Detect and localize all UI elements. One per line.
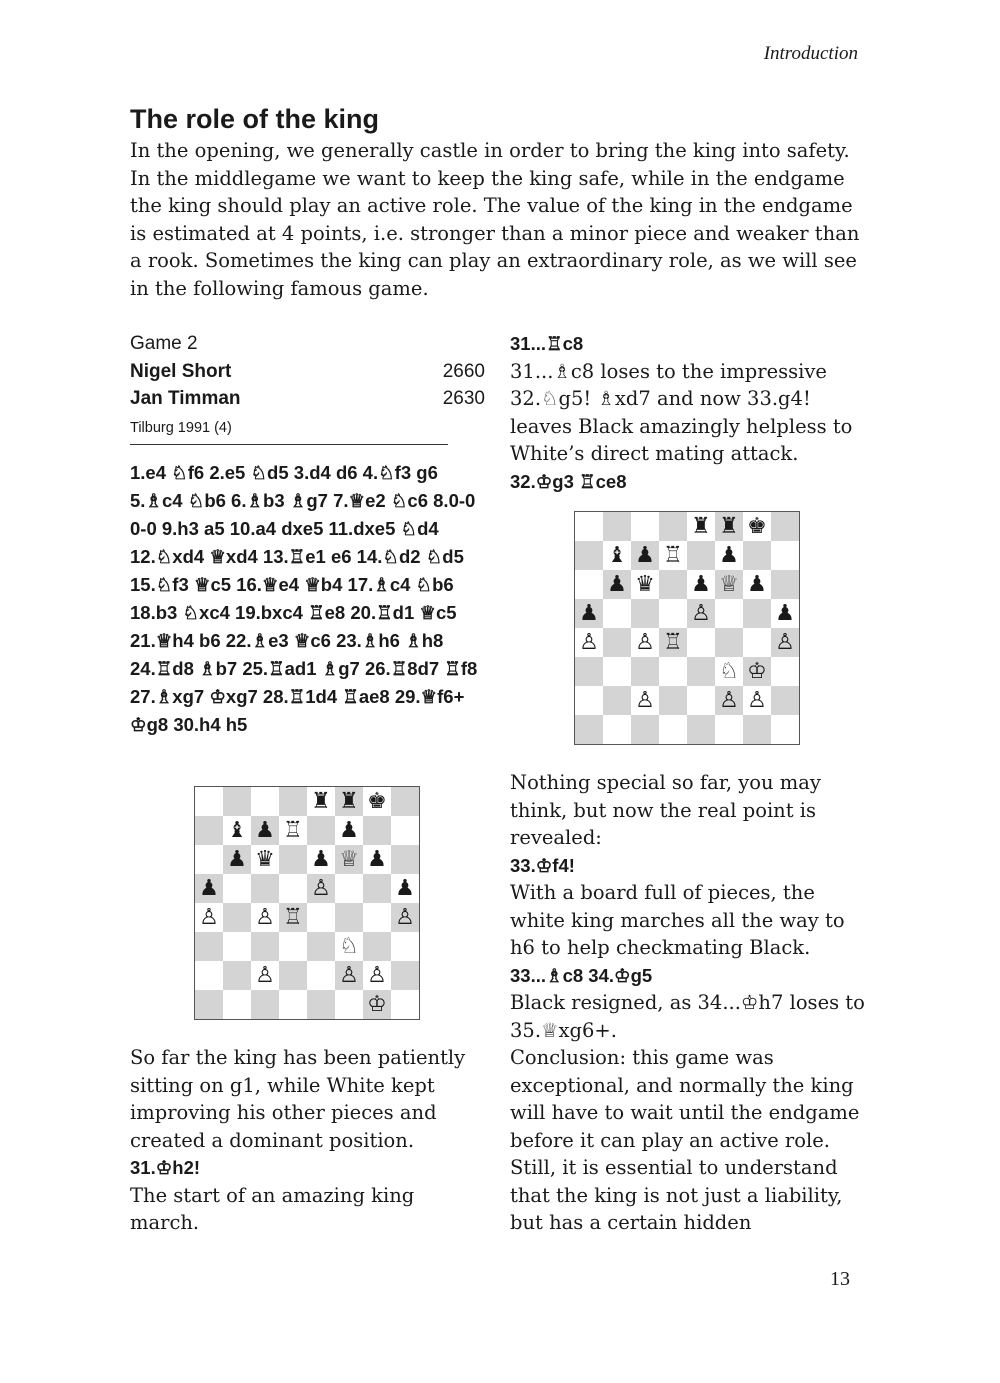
square-a1	[575, 715, 603, 744]
square-c5	[631, 599, 659, 628]
square-b6	[223, 845, 251, 874]
square-a3	[575, 657, 603, 686]
square-a6	[575, 570, 603, 599]
left-column-continued	[130, 1044, 485, 1237]
square-d1	[279, 990, 307, 1019]
square-b5	[603, 599, 631, 628]
commentary-paragraph: 31...♗c8 loses to the impressive 32.♘g5! ♗xd7 and now 33.g4! leaves Black amazingly helpless to White’s direct mating attack.	[510, 359, 853, 465]
white-pawn-icon: ♙	[339, 962, 359, 988]
square-a2	[575, 686, 603, 715]
right-column	[510, 330, 865, 495]
square-f2	[335, 961, 363, 990]
square-d7	[279, 816, 307, 845]
square-h2	[391, 961, 419, 990]
black-pawn-icon: ♟	[747, 571, 767, 597]
square-a3	[195, 932, 223, 961]
square-c7	[251, 816, 279, 845]
black-pawn-icon: ♟	[775, 600, 795, 626]
square-b4	[603, 628, 631, 657]
square-b1	[603, 715, 631, 744]
square-h6	[771, 570, 799, 599]
square-d6	[279, 845, 307, 874]
game-header	[130, 330, 485, 439]
square-f1	[715, 715, 743, 744]
black-pawn-icon: ♟	[579, 600, 599, 626]
white-pawn-icon: ♙	[775, 629, 795, 655]
square-a5	[195, 874, 223, 903]
square-e8	[687, 512, 715, 541]
square-f5	[335, 874, 363, 903]
black-pawn-icon: ♟	[691, 571, 711, 597]
square-g7	[363, 816, 391, 845]
white-player-name: Nigel Short	[130, 360, 232, 382]
white-pawn-icon: ♙	[691, 600, 711, 626]
square-d8	[279, 787, 307, 816]
square-d6	[659, 570, 687, 599]
left-column	[130, 330, 485, 739]
square-g2	[743, 686, 771, 715]
right-column-continued	[510, 769, 865, 1237]
square-b4	[223, 903, 251, 932]
square-c1	[631, 715, 659, 744]
square-g7	[743, 541, 771, 570]
white-player-rating: 2660	[442, 360, 485, 382]
square-d8	[659, 512, 687, 541]
game-label: Game 2	[130, 333, 198, 354]
square-f6	[335, 845, 363, 874]
square-a7	[195, 816, 223, 845]
square-e2	[307, 961, 335, 990]
chess-board-1	[194, 786, 420, 1020]
square-f4	[335, 903, 363, 932]
square-g6	[743, 570, 771, 599]
square-b2	[223, 961, 251, 990]
square-f7	[335, 816, 363, 845]
square-e7	[687, 541, 715, 570]
square-b8	[223, 787, 251, 816]
square-e6	[687, 570, 715, 599]
square-d7	[659, 541, 687, 570]
square-d2	[279, 961, 307, 990]
square-g3	[363, 932, 391, 961]
square-f8	[335, 787, 363, 816]
square-h1	[771, 715, 799, 744]
square-g3	[743, 657, 771, 686]
square-g5	[743, 599, 771, 628]
square-e1	[307, 990, 335, 1019]
square-b7	[223, 816, 251, 845]
square-f3	[335, 932, 363, 961]
square-h6	[391, 845, 419, 874]
square-a6	[195, 845, 223, 874]
square-e3	[687, 657, 715, 686]
square-b2	[603, 686, 631, 715]
black-king-icon: ♚	[747, 513, 767, 539]
white-pawn-icon: ♙	[579, 629, 599, 655]
square-f8	[715, 512, 743, 541]
black-player-name: Jan Timman	[130, 388, 241, 409]
square-h8	[771, 512, 799, 541]
black-pawn-icon: ♟	[395, 875, 415, 901]
game-event: Tilburg 1991 (4)	[130, 419, 232, 436]
square-d5	[659, 599, 687, 628]
white-pawn-icon: ♙	[635, 629, 655, 655]
square-b3	[223, 932, 251, 961]
white-king-icon: ♔	[747, 658, 767, 684]
square-e2	[687, 686, 715, 715]
square-a8	[195, 787, 223, 816]
square-g6	[363, 845, 391, 874]
commentary-paragraph: So far the king has been patiently sitting on g1, while White kept improving his other pieces and created a dominant position.	[130, 1046, 466, 1152]
square-e5	[687, 599, 715, 628]
move-31-black: 31...♖c8	[510, 333, 584, 354]
white-rook-icon: ♖	[283, 817, 303, 843]
square-c6	[631, 570, 659, 599]
white-knight-icon: ♘	[719, 658, 739, 684]
square-g4	[363, 903, 391, 932]
square-d4	[279, 903, 307, 932]
square-f1	[335, 990, 363, 1019]
white-rook-icon: ♖	[663, 629, 683, 655]
black-queen-icon: ♛	[255, 846, 275, 872]
white-rook-icon: ♖	[283, 904, 303, 930]
white-pawn-icon: ♙	[395, 904, 415, 930]
black-pawn-icon: ♟	[719, 542, 739, 568]
black-pawn-icon: ♟	[607, 571, 627, 597]
square-b5	[223, 874, 251, 903]
white-pawn-icon: ♙	[199, 904, 219, 930]
square-g1	[743, 715, 771, 744]
black-rook-icon: ♜	[339, 788, 359, 814]
white-queen-icon: ♕	[719, 571, 739, 597]
black-pawn-icon: ♟	[367, 846, 387, 872]
running-head: Introduction	[763, 43, 858, 64]
black-bishop-icon: ♝	[607, 542, 627, 568]
square-a4	[575, 628, 603, 657]
move-33-white: 33.♔f4!	[510, 854, 575, 876]
square-e6	[307, 845, 335, 874]
black-pawn-icon: ♟	[199, 875, 219, 901]
white-queen-icon: ♕	[339, 846, 359, 872]
move-33-black: 33...♗c8 34.♔g5	[510, 964, 653, 986]
square-f3	[715, 657, 743, 686]
square-f2	[715, 686, 743, 715]
white-pawn-icon: ♙	[747, 687, 767, 713]
square-h3	[771, 657, 799, 686]
square-f7	[715, 541, 743, 570]
square-b6	[603, 570, 631, 599]
white-knight-icon: ♘	[339, 933, 359, 959]
square-g4	[743, 628, 771, 657]
square-b3	[603, 657, 631, 686]
black-pawn-icon: ♟	[311, 846, 331, 872]
square-c8	[251, 787, 279, 816]
square-d3	[279, 932, 307, 961]
square-c4	[251, 903, 279, 932]
move-32: 32.♔g3 ♖ce8	[510, 470, 627, 492]
move-list: 1.e4 ♘f6 2.e5 ♘d5 3.d4 d6 4.♘f3 g6 5.♗c4 ♘b6 6.♗b3 ♗g7 7.♕e2 ♘c6 8.0-0 0-0 9.h3 a5 10.a4 dxe5 11.dxe5 ♘d4 12.♘xd4 ♕xd4 13.♖e1 e6 14.♘d2 ♘d5 15.♘f3 ♕c5 16.♕e4 ♕b4 17.♗c4 ♘b6 18.b3 ♘xc4 19.bxc4 ♖e8 20.♖d1 ♕c5 21.♕h4 b6 22.♗e3 ♕c6 23.♗h6 ♗h8 24.♖d8 ♗b7 25.♖ad1 ♗g7 26.♖8d7 ♖f8 27.♗xg7 ♔xg7 28.♖1d4 ♖ae8 29.♕f6+ ♔g8 30.h4 h5	[130, 461, 478, 735]
square-c2	[251, 961, 279, 990]
square-d3	[659, 657, 687, 686]
square-a5	[575, 599, 603, 628]
white-player	[130, 358, 485, 386]
white-pawn-icon: ♙	[255, 904, 275, 930]
square-b8	[603, 512, 631, 541]
conclusion-paragraph: Conclusion: this game was exceptional, and normally the king will have to wait until the endgame before it can play an active role. Still, it is essential to understand that the king is not just a liability, but has a certain hidden	[510, 1046, 860, 1234]
square-h4	[391, 903, 419, 932]
square-h1	[391, 990, 419, 1019]
square-h8	[391, 787, 419, 816]
commentary-paragraph: With a board full of pieces, the white king marches all the way to h6 to help checkmating Black.	[510, 881, 845, 959]
square-d1	[659, 715, 687, 744]
square-h4	[771, 628, 799, 657]
black-bishop-icon: ♝	[227, 817, 247, 843]
square-d2	[659, 686, 687, 715]
square-d4	[659, 628, 687, 657]
chess-board-2	[574, 511, 800, 745]
square-h7	[391, 816, 419, 845]
square-a1	[195, 990, 223, 1019]
square-h5	[391, 874, 419, 903]
square-c7	[631, 541, 659, 570]
square-g1	[363, 990, 391, 1019]
intro-paragraph: In the opening, we generally castle in order to bring the king into safety. In the middlegame we want to keep the king safe, while in the endgame the king should play an active role. The value of the king in the endgame is estimated at 4 points, i.e. stronger than a minor piece and weaker than a rook. Sometimes the king can play an extraordinary role, as we will see in the following famous game.	[130, 139, 860, 300]
square-h7	[771, 541, 799, 570]
square-a7	[575, 541, 603, 570]
square-g2	[363, 961, 391, 990]
square-c4	[631, 628, 659, 657]
black-pawn-icon: ♟	[255, 817, 275, 843]
square-d5	[279, 874, 307, 903]
white-pawn-icon: ♙	[255, 962, 275, 988]
white-king-icon: ♔	[367, 991, 387, 1017]
square-e4	[307, 903, 335, 932]
square-b7	[603, 541, 631, 570]
square-a4	[195, 903, 223, 932]
commentary-paragraph: The start of an amazing king march.	[130, 1183, 415, 1234]
black-rook-icon: ♜	[719, 513, 739, 539]
square-h2	[771, 686, 799, 715]
move-31-white: 31.♔h2!	[130, 1157, 201, 1178]
black-rook-icon: ♜	[691, 513, 711, 539]
square-g8	[743, 512, 771, 541]
square-b1	[223, 990, 251, 1019]
square-f6	[715, 570, 743, 599]
square-g8	[363, 787, 391, 816]
section-title: The role of the king	[130, 104, 380, 134]
black-player-rating: 2630	[442, 388, 485, 409]
black-pawn-icon: ♟	[227, 846, 247, 872]
black-queen-icon: ♛	[635, 571, 655, 597]
square-c3	[631, 657, 659, 686]
black-rook-icon: ♜	[311, 788, 331, 814]
square-e4	[687, 628, 715, 657]
square-e7	[307, 816, 335, 845]
square-c5	[251, 874, 279, 903]
white-pawn-icon: ♙	[311, 875, 331, 901]
white-rook-icon: ♖	[663, 542, 683, 568]
square-a2	[195, 961, 223, 990]
black-pawn-icon: ♟	[339, 817, 359, 843]
square-c6	[251, 845, 279, 874]
white-pawn-icon: ♙	[635, 687, 655, 713]
square-c3	[251, 932, 279, 961]
black-king-icon: ♚	[367, 788, 387, 814]
square-g5	[363, 874, 391, 903]
commentary-paragraph: Black resigned, as 34...♔h7 loses to 35.♕xg6+.	[510, 991, 865, 1042]
white-pawn-icon: ♙	[367, 962, 387, 988]
square-c1	[251, 990, 279, 1019]
game-header-rule	[130, 444, 448, 445]
square-c2	[631, 686, 659, 715]
square-h5	[771, 599, 799, 628]
square-f4	[715, 628, 743, 657]
white-pawn-icon: ♙	[719, 687, 739, 713]
square-e1	[687, 715, 715, 744]
square-e8	[307, 787, 335, 816]
square-e3	[307, 932, 335, 961]
black-pawn-icon: ♟	[635, 542, 655, 568]
black-player	[130, 385, 485, 413]
page-number: 13	[830, 1268, 850, 1290]
square-f5	[715, 599, 743, 628]
square-c8	[631, 512, 659, 541]
commentary-paragraph: Nothing special so far, you may think, but now the real point is revealed:	[510, 771, 821, 849]
square-e5	[307, 874, 335, 903]
square-a8	[575, 512, 603, 541]
square-h3	[391, 932, 419, 961]
